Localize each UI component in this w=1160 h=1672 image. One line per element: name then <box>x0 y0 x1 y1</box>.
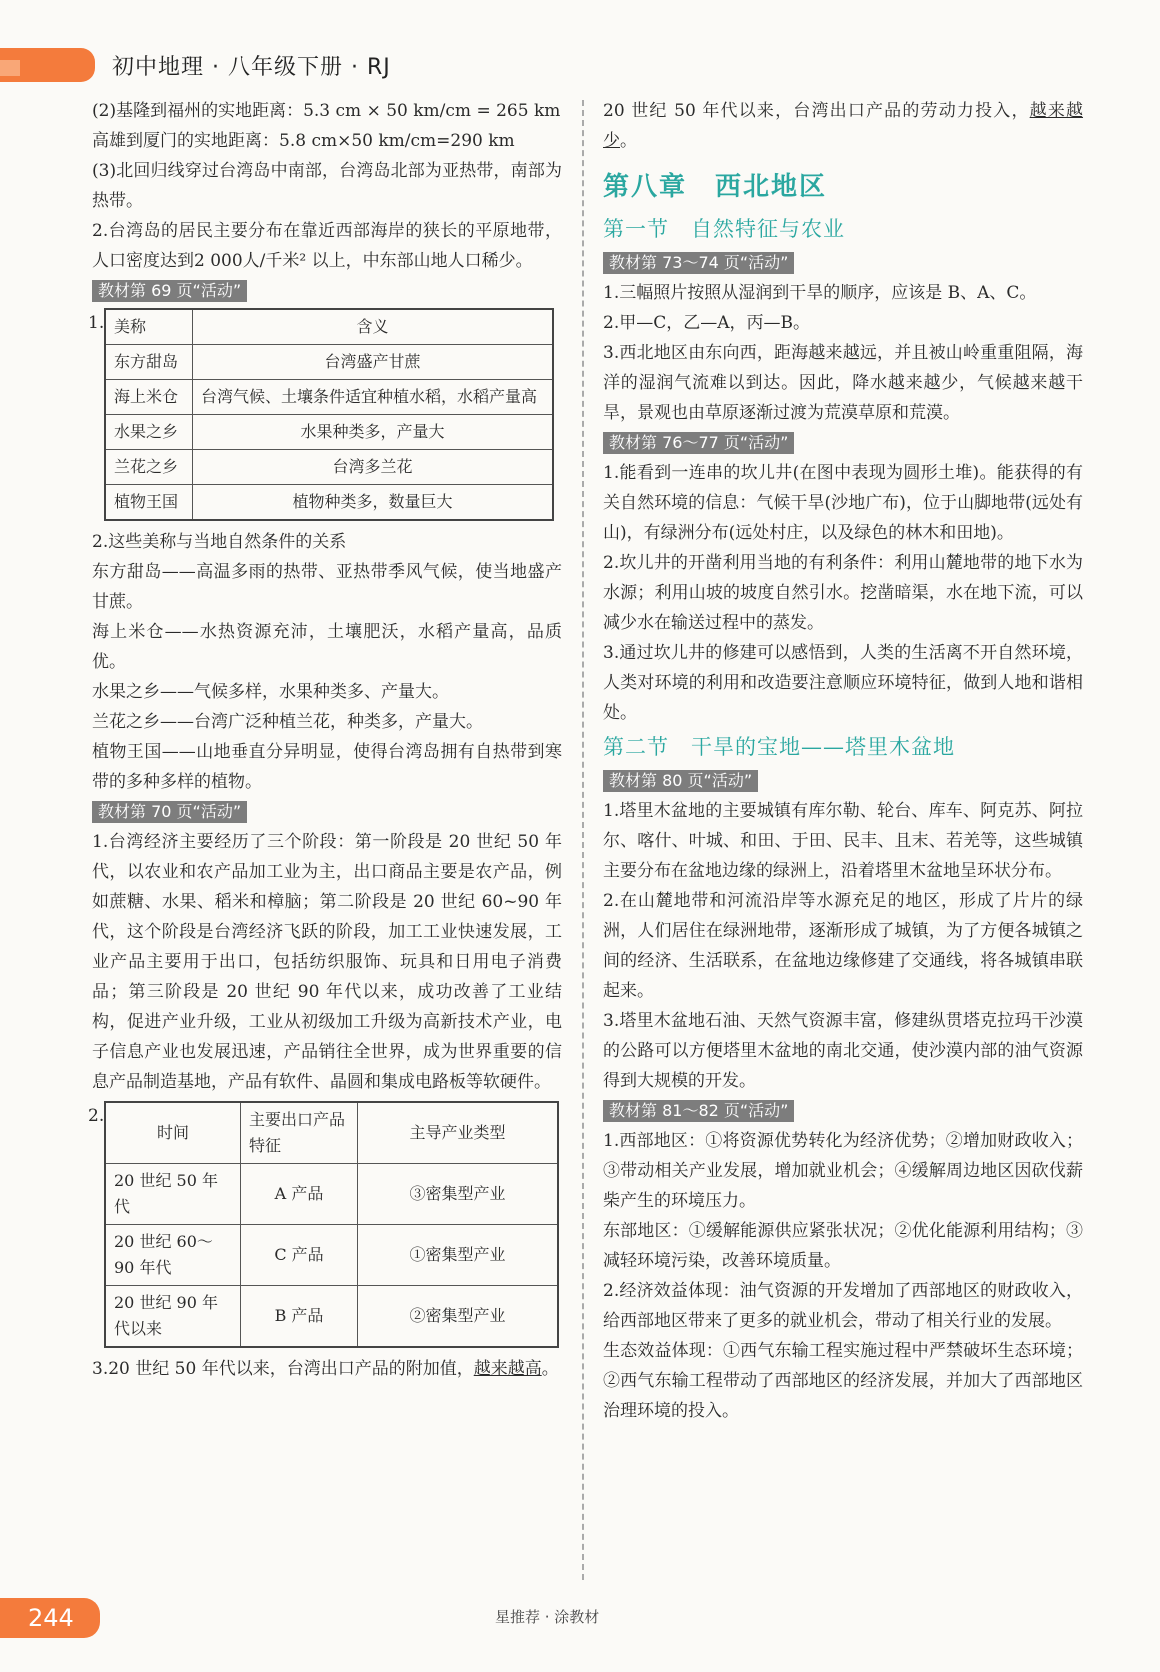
table-row <box>105 415 553 450</box>
paragraph: 生态效益体现：①西气东输工程实施过程中严禁破坏生态环境；②西气东输工程带动了西部地区的经济发展，并加大了西部地区治理环境的投入。 <box>603 1341 1083 1421</box>
text: 3.20 世纪 50 年代以来，台湾出口产品的附加值， <box>92 1359 474 1379</box>
paragraph: 1.台湾经济主要经历了三个阶段：第一阶段是 20 世纪 50 年代，以农业和农产品加工业为主，出口商品主要是农产品，例如蔗糖、水果、稻米和樟脑；第二阶段是 20 世纪 60~90 年代，这个阶段是台湾经济飞跃的阶段，加工工业快速发展，工业产品主要用于出口，包括纺织服饰、玩具和日用电子消费品；第三阶段是 20 世纪 90 年代以来，成功改善了工业结构，促进产业升级，工业从初级加工升级为高新技术产业，电子信息产业也发展迅速，产品销往全世界，成为世界重要的信息产品制造基地，产品有软件、晶圆和集成电路板等软硬件。 <box>92 832 562 1092</box>
paragraph: 3.通过坎儿井的修建可以感悟到，人类的生活离不开自然环境，人类对环境的利用和改造要注意顺应环境特征，做到人地和谐相处。 <box>603 643 1083 723</box>
table-cell: 台湾多兰花 <box>193 450 554 485</box>
paragraph: (3)北回归线穿过台湾岛中南部，台湾岛北部为亚热带，南部为热带。 <box>92 161 562 211</box>
table-row <box>105 1286 558 1348</box>
table-header: 含义 <box>193 309 554 345</box>
right-column <box>603 96 1083 1426</box>
text: 。 <box>541 1359 559 1379</box>
table-cell: 20 世纪 50 年代 <box>105 1164 241 1225</box>
paragraph <box>92 1354 562 1384</box>
paragraph: 1.三幅照片按照从湿润到干旱的顺序，应该是 B、A、C。 <box>603 283 1037 303</box>
paragraph: 2.经济效益体现：油气资源的开发增加了西部地区的财政收入，给西部地区带来了更多的就业机会，带动了相关行业的发展。 <box>603 1281 1083 1331</box>
table2-number: 2. <box>88 1106 105 1126</box>
table-row <box>105 450 553 485</box>
chapter-title: 第八章 西北地区 <box>603 172 828 202</box>
section-title: 第二节 干旱的宝地——塔里木盆地 <box>603 735 955 759</box>
page-number: 244 <box>0 1598 100 1638</box>
table-cell: 台湾气候、土壤条件适宜种植水稻，水稻产量高 <box>193 380 554 415</box>
section-tag: 教材第 81～82 页“活动” <box>603 1100 794 1122</box>
table-row <box>105 380 553 415</box>
table2-wrap <box>88 1101 562 1348</box>
section-tag: 教材第 80 页“活动” <box>603 770 758 792</box>
table-row <box>105 485 553 521</box>
paragraph: 植物王国——山地垂直分异明显，使得台湾岛拥有自热带到寒带的多种多样的植物。 <box>92 742 562 792</box>
table-cell: 兰花之乡 <box>105 450 193 485</box>
paragraph <box>603 96 1083 156</box>
table-cell: A 产品 <box>241 1164 358 1225</box>
table-cell: 植物种类多，数量巨大 <box>193 485 554 521</box>
table-row <box>105 1164 558 1225</box>
paragraph: 3.塔里木盆地石油、天然气资源丰富，修建纵贯塔克拉玛干沙漠的公路可以方便塔里木盆地的南北交通，使沙漠内部的油气资源得到大规模的开发。 <box>603 1011 1083 1091</box>
table1-number: 1. <box>88 313 105 333</box>
table-cell: C 产品 <box>241 1225 358 1286</box>
table-cell: 海上米仓 <box>105 380 193 415</box>
paragraph: 兰花之乡——台湾广泛种植兰花，种类多，产量大。 <box>92 712 483 732</box>
paragraph: 水果之乡——气候多样，水果种类多、产量大。 <box>92 682 449 702</box>
text: 。 <box>620 131 637 151</box>
section-tag: 教材第 76～77 页“活动” <box>603 432 794 454</box>
table-cell: ①密集型产业 <box>358 1225 559 1286</box>
table-cell: ③密集型产业 <box>358 1164 559 1225</box>
table-cell: 台湾盛产甘蔗 <box>193 345 554 380</box>
header-title: 初中地理 · 八年级下册 · RJ <box>112 55 391 80</box>
table-cell: 20 世纪 90 年代以来 <box>105 1286 241 1348</box>
paragraph: (2)基隆到福州的实地距离：5.3 cm × 50 km/cm = 265 km <box>92 101 561 121</box>
paragraph: 2.坎儿井的开凿利用当地的有利条件：利用山麓地带的地下水为水源；利用山坡的坡度自然引水。挖凿暗渠，水在地下流，可以减少水在输送过程中的蒸发。 <box>603 553 1083 633</box>
section-title: 第一节 自然特征与农业 <box>603 217 845 241</box>
underlined-answer: 越来越少 <box>603 101 1084 151</box>
table-header: 主要出口产品特征 <box>241 1102 358 1164</box>
section-tag: 教材第 69 页“活动” <box>92 280 247 302</box>
paragraph: 海上米仓——水热资源充沛，土壤肥沃，水稻产量高，品质优。 <box>92 622 562 672</box>
section-tag: 教材第 73～74 页“活动” <box>603 252 794 274</box>
footer-brand: 星推荐 · 涂教材 <box>495 1608 600 1626</box>
table-cell: B 产品 <box>241 1286 358 1348</box>
table-header: 美称 <box>105 309 193 345</box>
paragraph: 东部地区：①缓解能源供应紧张状况；②优化能源利用结构；③减轻环境污染，改善环境质量。 <box>603 1221 1083 1271</box>
table-row <box>105 1225 558 1286</box>
paragraph: 2.在山麓地带和河流沿岸等水源充足的地区，形成了片片的绿洲，人们居住在绿洲地带，逐渐形成了城镇，为了方便各城镇之间的经济、生活联系，在盆地边缘修建了交通线，将各城镇串联起来。 <box>603 891 1083 1001</box>
section-tag: 教材第 70 页“活动” <box>92 801 247 823</box>
paragraph: 1.塔里木盆地的主要城镇有库尔勒、轮台、库车、阿克苏、阿拉尔、喀什、叶城、和田、于田、民丰、且末、若羌等，这些城镇主要分布在盆地边缘的绿洲上，沿着塔里木盆地呈环状分布。 <box>603 801 1083 881</box>
table-cell: 东方甜岛 <box>105 345 193 380</box>
paragraph: 高雄到厦门的实地距离：5.8 cm×50 km/cm=290 km <box>92 131 515 151</box>
column-divider <box>582 100 584 1580</box>
table-cell: 水果之乡 <box>105 415 193 450</box>
table-cell: ②密集型产业 <box>358 1286 559 1348</box>
left-column <box>88 96 562 1384</box>
paragraph: 1.西部地区：①将资源优势转化为经济优势；②增加财政收入；③带动相关产业发展，增加就业机会；④缓解周边地区因砍伐薪柴产生的环境压力。 <box>603 1131 1083 1211</box>
paragraph: 1.能看到一连串的坎儿井(在图中表现为圆形土堆)。能获得的有关自然环境的信息：气候干旱(沙地广布)，位于山脚地带(远处有山)，有绿洲分布(远处村庄，以及绿色的林木和田地)。 <box>603 463 1083 543</box>
export-table <box>104 1101 559 1348</box>
table-cell: 植物王国 <box>105 485 193 521</box>
paragraph: 3.西北地区由东向西，距海越来越远，并且被山岭重重阻隔，海洋的湿润气流难以到达。因此，降水越来越少，气候越来越干旱，景观也由草原逐渐过渡为荒漠草原和荒漠。 <box>603 343 1083 423</box>
paragraph: 东方甜岛——高温多雨的热带、亚热带季风气候，使当地盛产甘蔗。 <box>92 562 562 612</box>
paragraph: 2.台湾岛的居民主要分布在靠近西部海岸的狭长的平原地带，人口密度达到2 000人/千米² 以上，中东部山地人口稀少。 <box>92 221 562 271</box>
table-row <box>105 345 553 380</box>
table-header: 主导产业类型 <box>358 1102 559 1164</box>
underlined-answer: 越来越高 <box>473 1359 542 1379</box>
nickname-table <box>104 308 554 521</box>
table1-wrap <box>88 308 562 521</box>
text: 20 世纪 50 年代以来，台湾出口产品的劳动力投入， <box>603 101 1030 121</box>
table-header: 时间 <box>105 1102 241 1164</box>
paragraph: 2.这些美称与当地自然条件的关系 <box>92 532 347 552</box>
table-cell: 20 世纪 60～90 年代 <box>105 1225 241 1286</box>
paragraph: 2.甲—C，乙—A，丙—B。 <box>603 313 810 333</box>
header-accent-light <box>0 60 20 76</box>
table-cell: 水果种类多，产量大 <box>193 415 554 450</box>
